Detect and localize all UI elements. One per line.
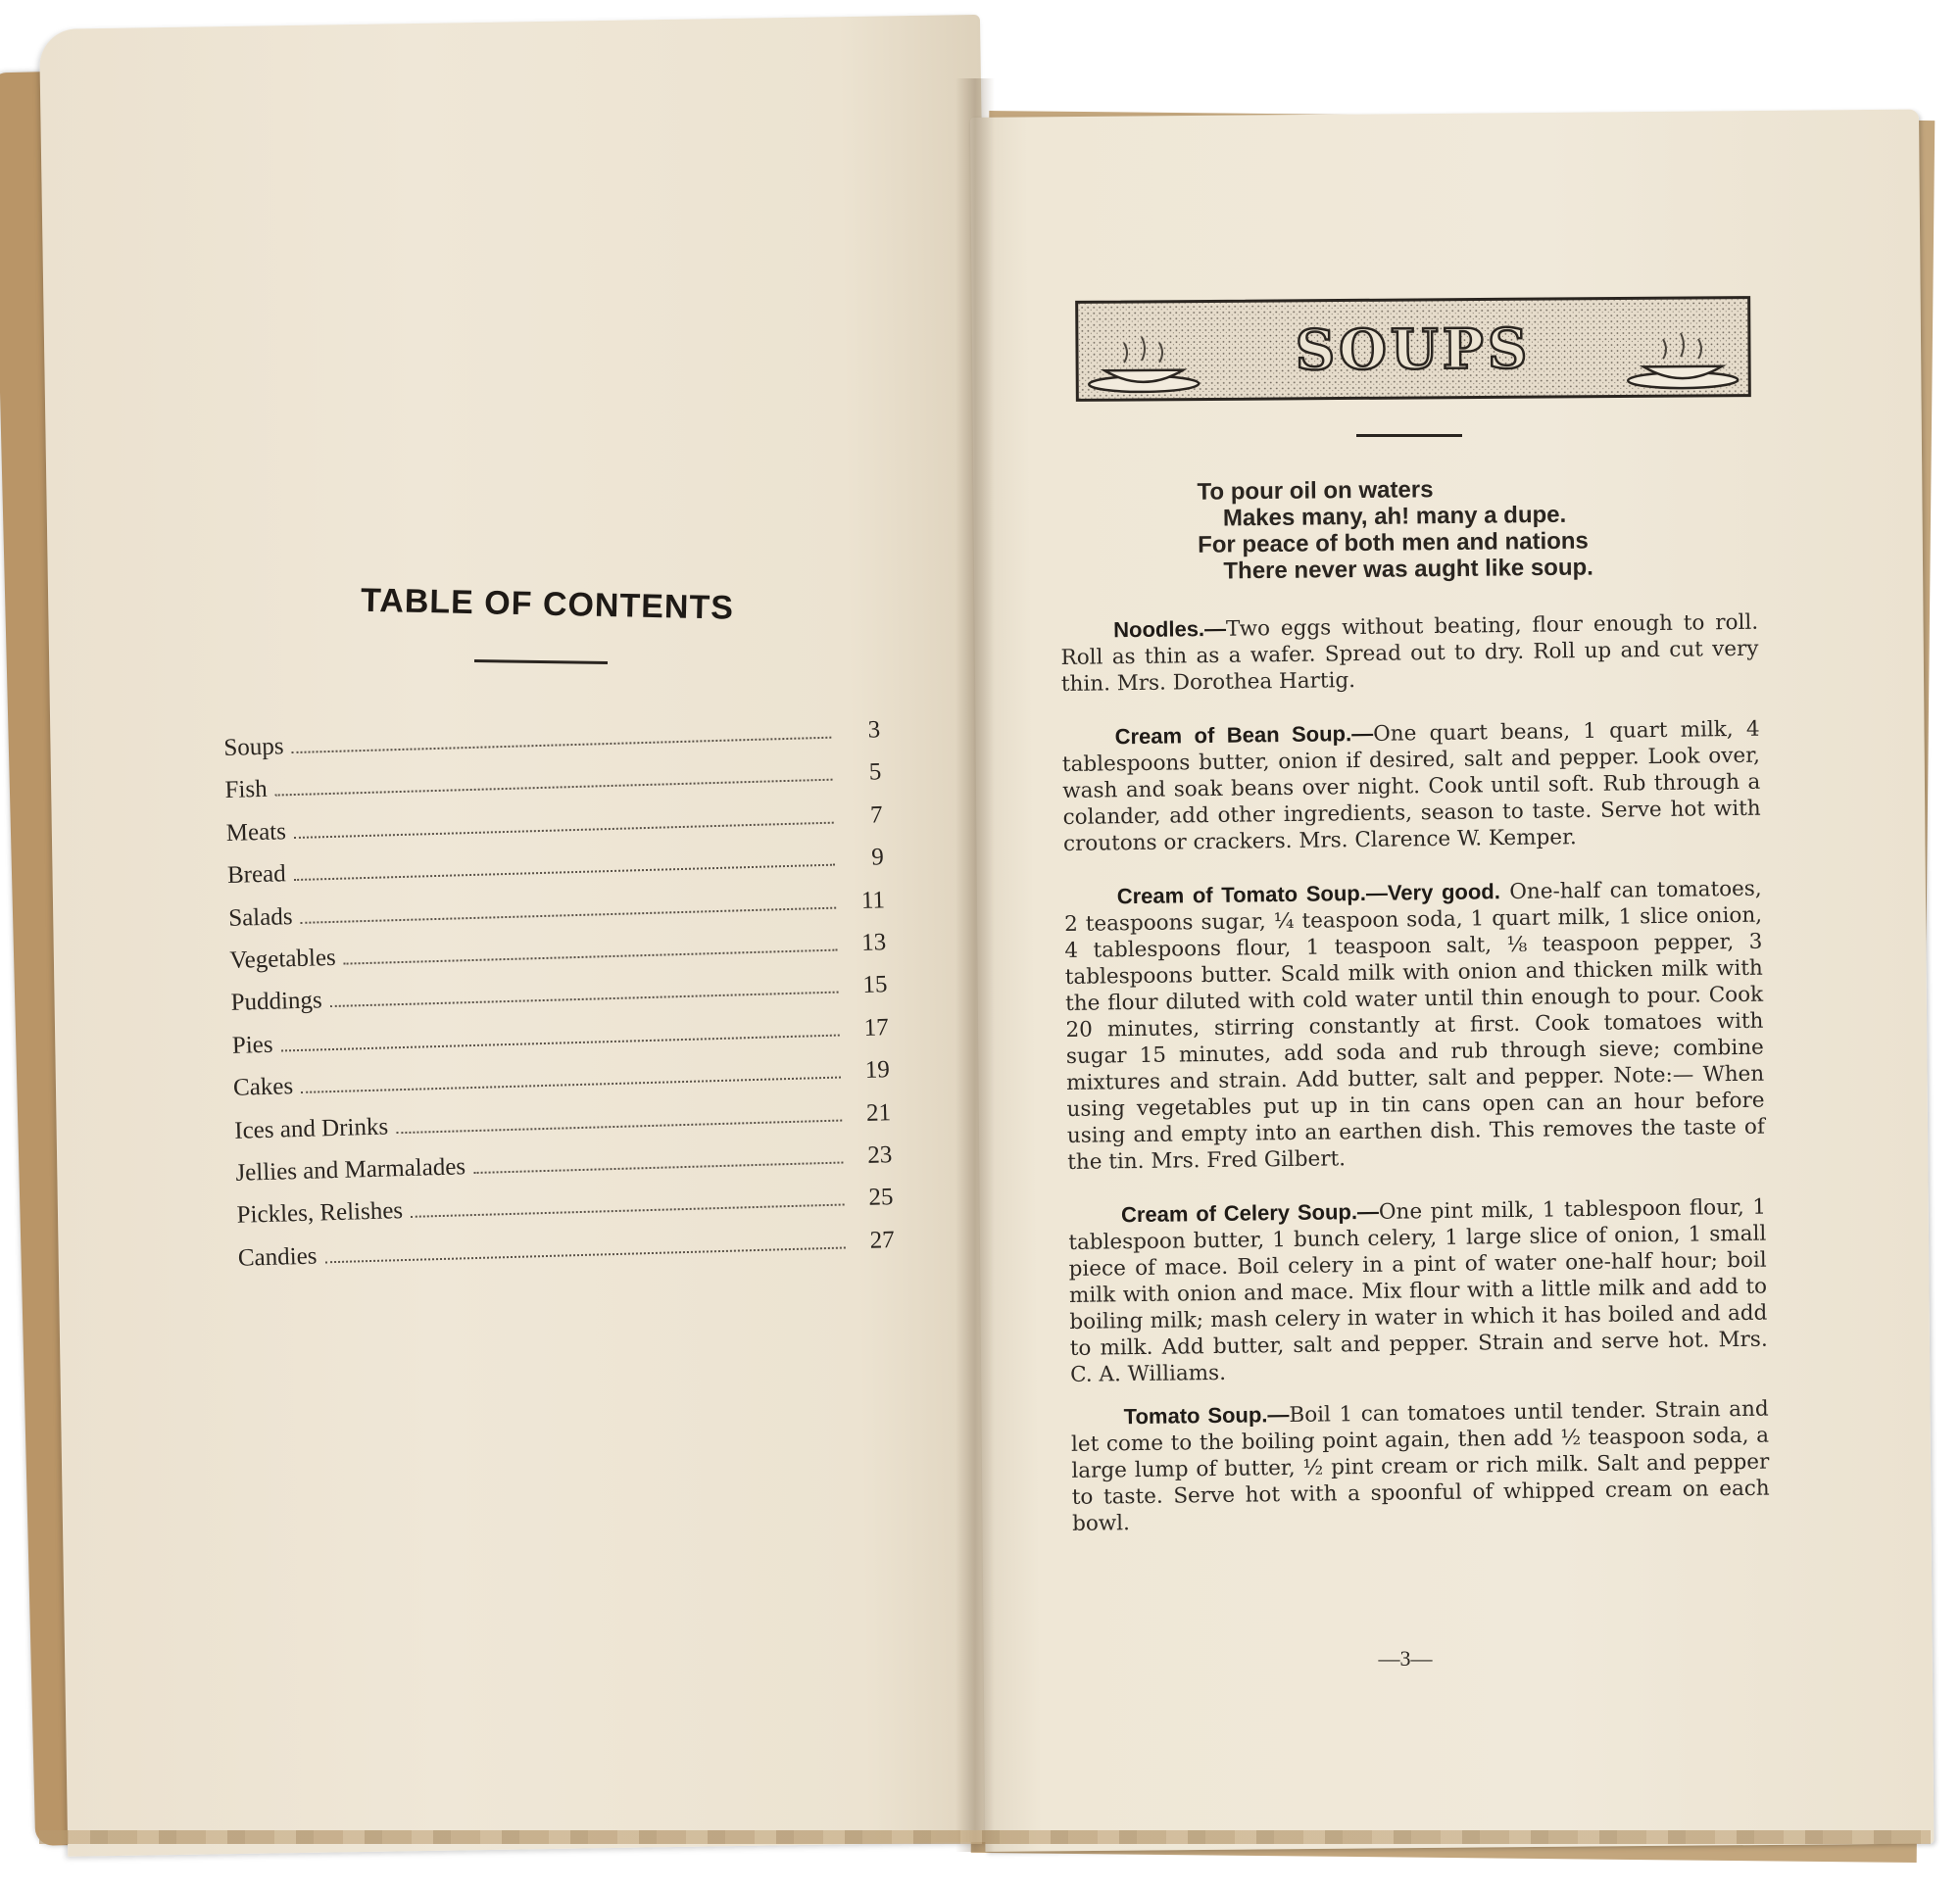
toc-list	[223, 716, 895, 1287]
recipe-title: Cream of Bean Soup.—	[1114, 720, 1374, 750]
recipe-text: One pint milk, 1 tablespoon flour, 1 tablespoon butter, 1 bunch celery, 1 large slice of onion, 1 small piece of mace. Boil celery in a pint of water one-half hour; boil milk with onion and mace. Mix flour with a little milk and add to boiling milk; mash celery in water in which it has boiled and add to milk. Add butter, salt and pepper. Strain and serve hot. Mrs. C. A. Williams.	[1068, 1194, 1768, 1387]
toc-entry-page: 27	[869, 1226, 896, 1254]
page-bottom-edge	[39, 1830, 1931, 1844]
poem-line: There never was aught like soup.	[1223, 554, 1594, 585]
toc-entry-page: 25	[868, 1184, 894, 1212]
toc-entry-page: 21	[865, 1098, 892, 1127]
toc-entry-label: Meats	[225, 818, 287, 847]
banner-title: SOUPS	[1295, 316, 1532, 383]
toc-entry-page: 11	[860, 886, 886, 914]
toc-entry-page: 23	[866, 1141, 893, 1169]
toc-leader-dots	[301, 1077, 841, 1093]
toc-entry-page: 19	[864, 1056, 891, 1084]
toc-leader-dots	[325, 1246, 846, 1263]
recipe-title: Noodles.—	[1113, 615, 1227, 643]
toc-entry-label: Pickles, Relishes	[236, 1197, 404, 1230]
toc-entry-page: 17	[863, 1013, 889, 1042]
toc-entry-page: 15	[862, 971, 888, 999]
toc-leader-dots	[294, 821, 834, 838]
toc-entry-label: Vegetables	[229, 944, 337, 974]
toc-entry-label: Bread	[226, 860, 287, 890]
recipe-text: Two eggs without beating, flour enough to roll. Roll as thin as a wafer. Spread out to dry. Roll up and cut very thin. Mrs. Dorothea Hartig.	[1060, 609, 1759, 697]
toc-entry-page: 13	[860, 929, 887, 956]
toc-leader-dots	[281, 1034, 840, 1051]
recipe-text: One-half can tomatoes, 2 teaspoons sugar, ¼ teaspoon soda, 1 quart milk, 1 slice onion, 4 tablespoons flour, 1 teaspoon salt, ⅛ teaspoon pepper, 3 tablespoons butter. Scald milk with onion and thicken milk with the flour diluted with cold water until thin enough to pour. Cook 20 minutes, stirring constantly at first. Cook tomatoes with sugar 15 minutes, add soda and rub through sieve; combine mixtures and strain. Add butter, salt and pepper. Note:— When using vegetables put up in tin cans open can an hour before using and empty into an earthen dish. This removes the taste of the tin. Mrs. Fred Gilbert.	[1063, 876, 1766, 1175]
toc-leader-dots	[330, 992, 839, 1007]
toc-leader-dots	[292, 737, 832, 753]
toc-title: TABLE OF CONTENTS	[360, 581, 735, 627]
poem-line: For peace of both men and nations	[1198, 527, 1589, 558]
poem-line: To pour oil on waters	[1197, 476, 1434, 506]
recipe-cream-of-celery-soup	[1068, 1193, 1768, 1388]
toc-entry-label: Cakes	[232, 1073, 294, 1101]
page-number: —3—	[1378, 1646, 1433, 1671]
recipe-text: One quart beans, 1 quart milk, 4 tablespoons butter, onion if desired, salt and pepper. Look over, wash and soak beans over night. Cook until soft. Rub through a colander, add other ingredients, season to taste. Serve hot with croutons or crackers. Mrs. Clarence W. Kemper.	[1061, 716, 1761, 856]
toc-entry-page: 7	[869, 801, 883, 829]
toc-leader-dots	[301, 906, 837, 923]
recipe-noodles	[1060, 608, 1759, 698]
banner-rule	[1356, 434, 1462, 437]
toc-entry-label: Fish	[224, 776, 269, 804]
toc-entry-label: Jellies and Marmalades	[235, 1153, 466, 1187]
toc-entry-page: 5	[868, 758, 882, 787]
toc-entry-label: Salads	[227, 902, 293, 932]
recipe-cream-of-bean-soup	[1061, 715, 1761, 857]
toc-leader-dots	[275, 779, 833, 797]
poem-line: Makes many, ah! many a dupe.	[1222, 501, 1567, 532]
soups-banner	[1075, 296, 1752, 403]
recipe-text: Boil 1 can tomatoes until tender. Strain and let come to the boiling point again, then add ½ teaspoon soda, a large lump of butter, ½ pint cream or rich milk. Salt and pepper to taste. Serve hot with a spoonful of whipped cream on each bowl.	[1070, 1396, 1770, 1536]
toc-entry-label: Pies	[231, 1031, 273, 1059]
book-spine	[956, 78, 995, 1852]
toc-leader-dots	[344, 949, 838, 965]
toc-entry-label: Puddings	[230, 987, 323, 1017]
recipe-cream-of-tomato-soup	[1064, 875, 1766, 1176]
toc-entry-label: Candies	[237, 1242, 318, 1272]
toc-entry-page: 9	[870, 844, 885, 871]
recipe-title: Cream of Celery Soup.—	[1120, 1198, 1380, 1228]
recipe-list	[1060, 608, 1771, 1564]
toc-leader-dots	[294, 864, 835, 881]
toc-entry-label: Soups	[223, 733, 284, 761]
recipe-title: Tomato Soup.—	[1123, 1402, 1290, 1430]
toc-entry-page: 3	[867, 716, 881, 744]
toc-leader-dots	[411, 1204, 844, 1218]
toc-leader-dots	[473, 1161, 843, 1174]
recipe-tomato-soup	[1071, 1395, 1771, 1537]
toc-leader-dots	[396, 1119, 842, 1134]
recipe-title: Cream of Tomato Soup.—Very good.	[1116, 879, 1501, 909]
epigraph-poem	[1197, 473, 1707, 584]
toc-entry-label: Ices and Drinks	[233, 1112, 389, 1144]
